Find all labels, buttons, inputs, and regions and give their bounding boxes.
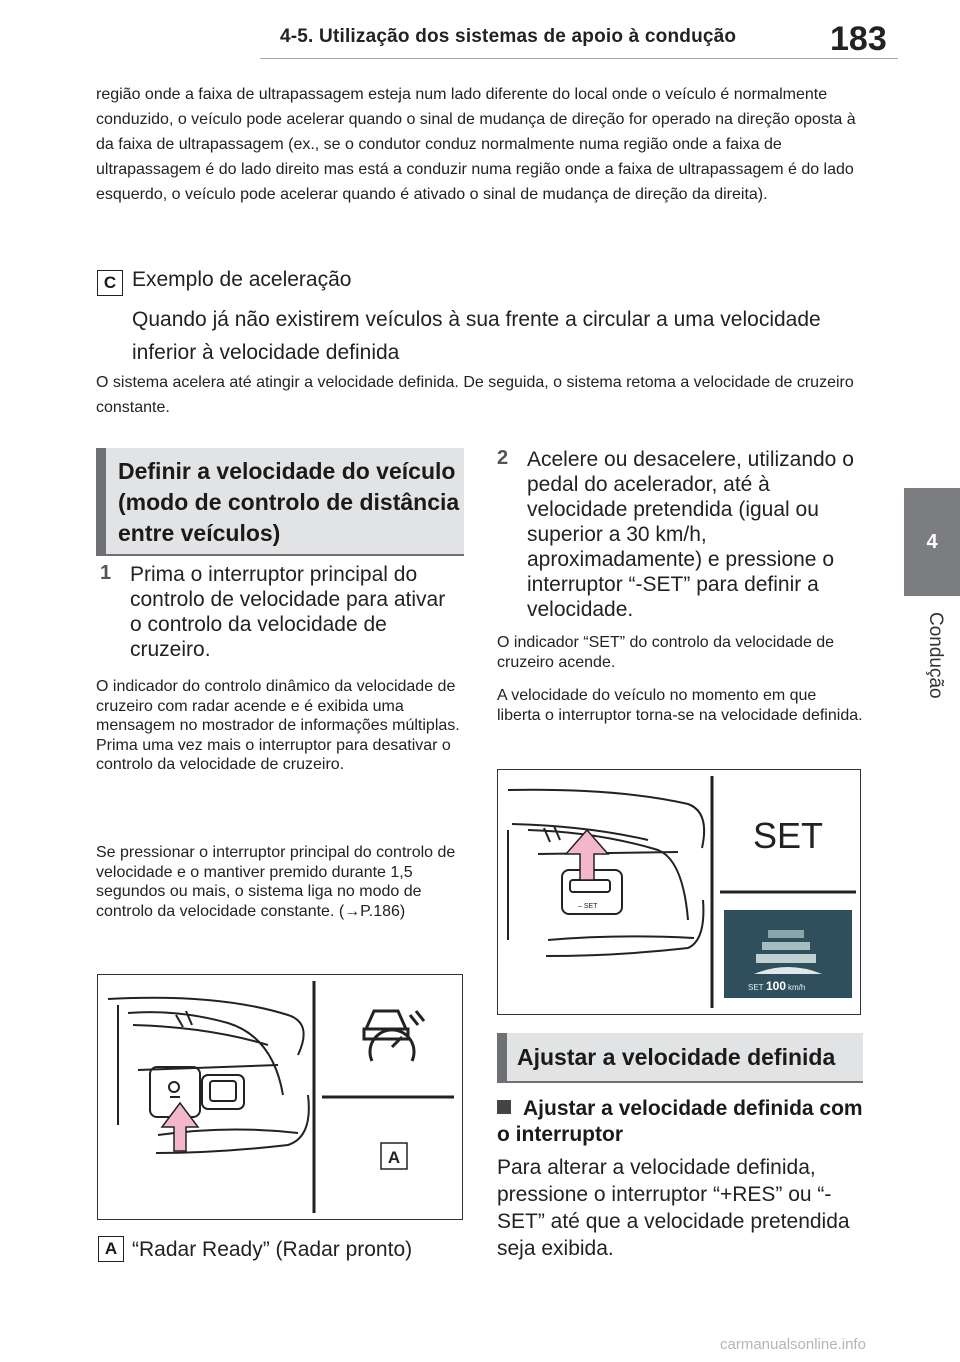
press-arrow-icon bbox=[162, 1103, 198, 1151]
example-description: O sistema acelera até atingir a velocidade definida. De seguida, o sistema retoma a velocidade de cruzeiro constante. bbox=[96, 374, 854, 416]
set-indicator-label: SET bbox=[752, 815, 824, 856]
example-title: Exemplo de aceleração bbox=[132, 268, 352, 291]
section-heading-set-speed: Definir a velocidade do veículo (modo de controlo de distância entre veículos) bbox=[96, 448, 464, 556]
display-unit: km/h bbox=[788, 983, 806, 992]
intro-paragraph: região onde a faixa de ultrapassagem esteja num lado diferente do local onde o veículo é normalmente conduzido, o veículo pode acelerar quando o sinal de mudança de direção for operado na direção oposta à da faixa de ultrapassagem (ex., se o condutor conduz normalmente numa região onde a faixa de ultrapassagem é do lado direito mas está a conduzir numa região onde a faixa de ultrapassagem é do lado esquerdo, o veículo pode acelerar quando é ativado o sinal de mudança de direção da direita). bbox=[96, 86, 856, 203]
header-rule bbox=[260, 58, 898, 59]
step-1-number: 1 bbox=[100, 562, 112, 584]
paragraph-set-indicator: O indicador “SET” do controlo da velocidade de cruzeiro acende. bbox=[497, 634, 835, 671]
radar-cruise-icon bbox=[364, 1011, 424, 1061]
example-marker-c: C bbox=[97, 270, 123, 296]
chapter-label: Condução bbox=[925, 612, 946, 699]
running-header: 4-5. Utilização dos sistemas de apoio à condução bbox=[280, 26, 737, 47]
paragraph-adjust-speed: Para alterar a velocidade definida, pressione o interruptor “+RES” ou “-SET” até que a velocidade pretendida seja exibida. bbox=[497, 1156, 850, 1260]
paragraph-constant-speed: Se pressionar o interruptor principal do controlo de velocidade e o mantiver premido durante 1,5 segundos ou mais, o sistema liga no modo de controlo da velocidade constante. (→P.186) bbox=[96, 844, 456, 920]
figure-set-switch bbox=[497, 769, 861, 1015]
page-number: 183 bbox=[830, 20, 887, 58]
figure-main-switch bbox=[97, 974, 463, 1220]
example-subtitle: Quando já não existirem veículos à sua frente a circular a uma velocidade inferior à velocidade definida bbox=[132, 308, 821, 364]
step-2-number: 2 bbox=[497, 447, 509, 469]
step-2-text: Acelere ou desacelere, utilizando o pedal do acelerador, até à velocidade pretendida (igual ou superior a 30 km/h, aproximadamente) e pressione o interruptor “-SET” para definir a velocidade. bbox=[527, 448, 854, 621]
steering-switch-illustration bbox=[98, 975, 462, 1219]
step-1-text: Prima o interruptor principal do controlo de velocidade para ativar o controlo da velocidade de cruzeiro. bbox=[130, 563, 446, 661]
switch-set-label: – SET bbox=[578, 903, 598, 910]
set-switch-illustration bbox=[498, 770, 860, 1014]
watermark: carmanualsonline.info bbox=[720, 1336, 866, 1353]
display-set-label: SET bbox=[748, 983, 764, 992]
chapter-number: 4 bbox=[926, 530, 938, 553]
caption-radar-ready: “Radar Ready” (Radar pronto) bbox=[132, 1238, 413, 1261]
figure-marker-a: A bbox=[387, 1148, 401, 1167]
caption-marker-a: A bbox=[98, 1236, 124, 1262]
section-heading-adjust-speed: Ajustar a velocidade definida bbox=[497, 1033, 863, 1083]
chapter-tab bbox=[904, 488, 960, 596]
display-speed: 100 bbox=[766, 979, 787, 993]
square-bullet-icon bbox=[497, 1100, 511, 1114]
subheading-adjust-with-switch: Ajustar a velocidade definida com o interruptor bbox=[497, 1097, 863, 1146]
paragraph-set-speed: A velocidade do veículo no momento em que liberta o interruptor torna-se na velocidade definida. bbox=[497, 687, 863, 724]
paragraph-indicator: O indicador do controlo dinâmico da velocidade de cruzeiro com radar acende e é exibida uma mensagem no mostrador de informações múltiplas. Prima uma vez mais o interruptor para desativar o controlo da velocidade de cruzeiro. bbox=[96, 678, 460, 773]
